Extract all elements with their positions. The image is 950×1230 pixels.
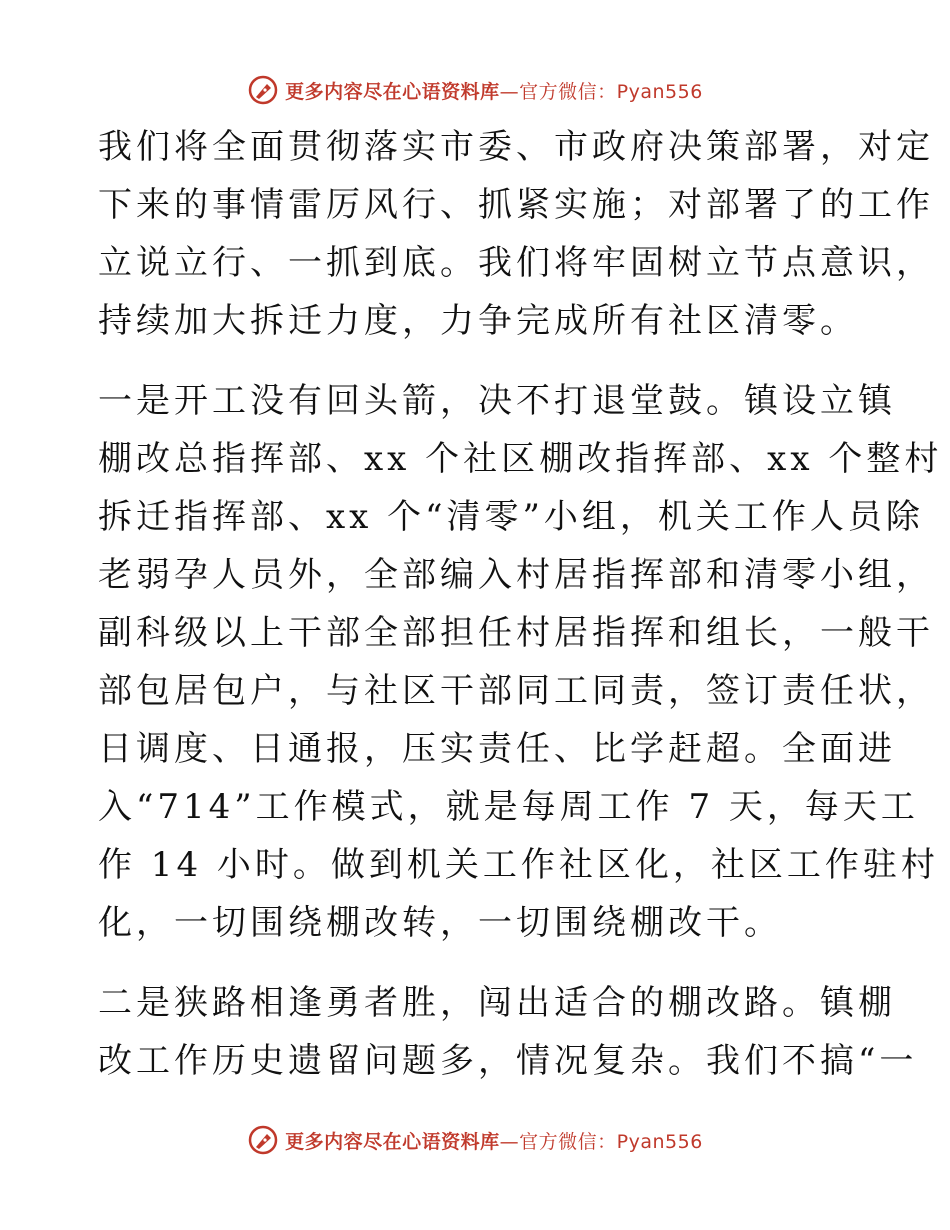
- document-body: [98, 118, 943, 1090]
- banner-text: [285, 1127, 703, 1154]
- banner-separator: —: [499, 1130, 520, 1153]
- text-line: 化，一切围绕棚改转，一切围绕棚改干。: [98, 903, 782, 943]
- text-line: 日调度、日通报，压实责任、比学赶超。全面进: [98, 729, 896, 769]
- text-line: 部包居包户，与社区干部同工同责，签订责任状，: [98, 671, 934, 711]
- text-line: 入“714”工作模式，就是每周工作 7 天，每天工: [98, 787, 919, 827]
- text-line: 立说立行、一抓到底。我们将牢固树立节点意识，: [98, 243, 934, 283]
- text-line: 改工作历史遗留问题多，情况复杂。我们不搞“一: [98, 1041, 918, 1081]
- paragraph-2: [98, 372, 943, 952]
- paragraph-gap: [98, 952, 858, 974]
- text-line: 下来的事情雷厉风行、抓紧实施；对部署了的工作: [98, 185, 934, 225]
- paragraph-3: [98, 974, 918, 1090]
- paragraph-1: [98, 118, 934, 350]
- text-line: 拆迁指挥部、xx 个“清零”小组，机关工作人员除: [98, 497, 924, 537]
- banner-text: [285, 77, 703, 104]
- text-line: 老弱孕人员外，全部编入村居指挥部和清零小组，: [98, 555, 934, 595]
- pen-nib-logo-icon: [247, 1124, 279, 1156]
- banner-site: 更多内容尽在心语资料库: [285, 80, 500, 103]
- banner-wechat: 官方微信：Pyan556: [519, 1130, 703, 1153]
- footer-banner: [0, 1120, 950, 1160]
- pen-nib-logo-icon: [247, 74, 279, 106]
- paragraph-gap: [98, 350, 858, 372]
- header-banner: [0, 70, 950, 110]
- text-line: 二是狭路相逢勇者胜，闯出适合的棚改路。镇棚: [98, 983, 896, 1023]
- banner-wechat: 官方微信：Pyan556: [519, 80, 703, 103]
- banner-separator: —: [499, 80, 520, 103]
- text-line: 一是开工没有回头箭，决不打退堂鼓。镇设立镇: [98, 381, 896, 421]
- text-line: 持续加大拆迁力度，力争完成所有社区清零。: [98, 301, 858, 341]
- text-line: 作 14 小时。做到机关工作社区化，社区工作驻村: [98, 845, 939, 885]
- text-line: 副科级以上干部全部担任村居指挥和组长，一般干: [98, 613, 934, 653]
- banner-site: 更多内容尽在心语资料库: [285, 1130, 500, 1153]
- text-line: 我们将全面贯彻落实市委、市政府决策部署，对定: [98, 127, 934, 167]
- text-line: 棚改总指挥部、xx 个社区棚改指挥部、xx 个整村: [98, 439, 943, 479]
